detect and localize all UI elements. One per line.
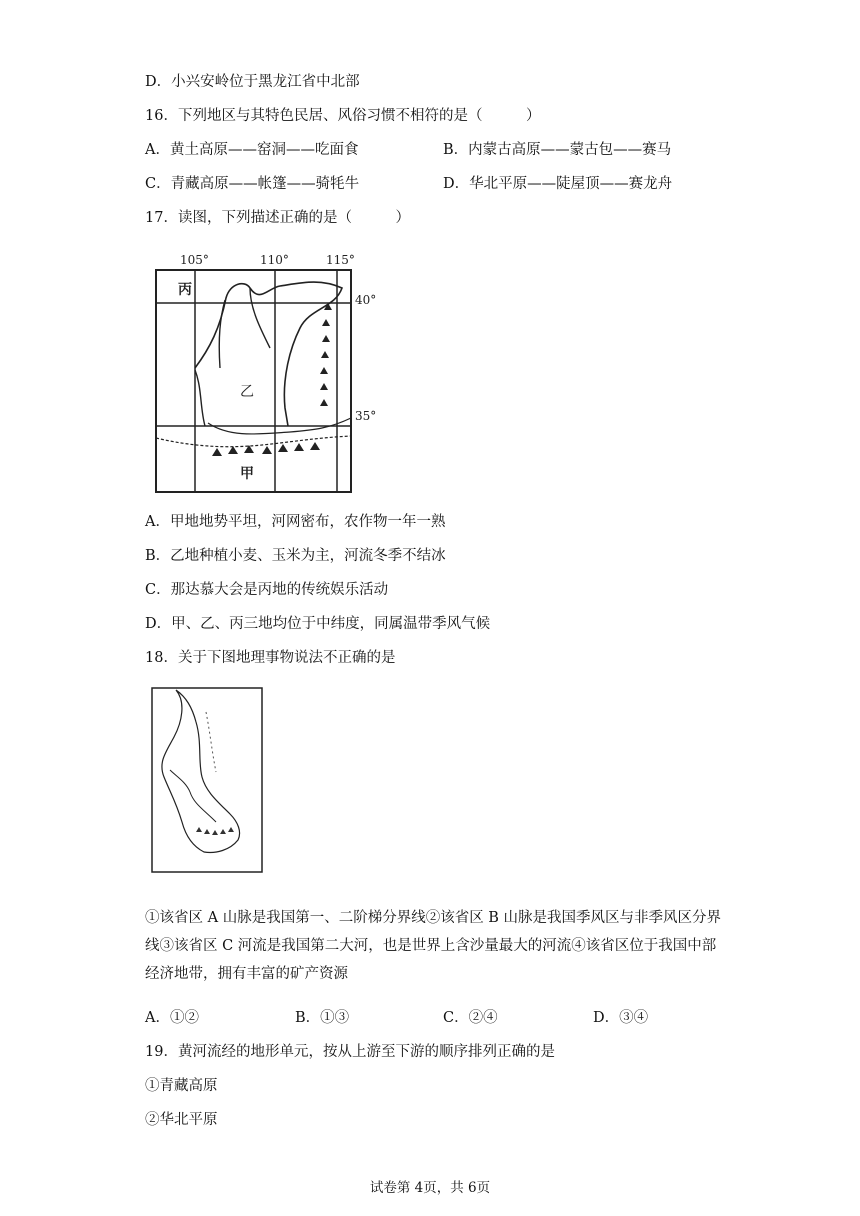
region-label-jia: 甲 [240,466,254,482]
q16-option-d: D．华北平原——陡屋顶——赛龙舟 [443,176,673,192]
q19-stem: 19．黄河流经的地形单元，按从上游至下游的顺序排列正确的是 [145,1044,555,1060]
q18-option-b: B．①③ [295,1010,350,1026]
mountains-q18 [196,827,234,835]
q18-statements: ①该省区 A 山脉是我国第一、二阶梯分界线②该省区 B 山脉是我国季风区与非季风区分界线③该省区 C 河流是我国第二大河，也是世界上含沙量最大的河流④该省区位于我国中部经济地带，拥有丰富的矿产资源 [145,910,722,982]
q17-stem: 17．读图，下列描述正确的是（ ） [145,210,410,226]
lon-label-110: 110° [260,253,289,267]
lon-label-115: 115° [326,253,355,267]
map-frame-q18 [152,688,262,872]
region-label-yi: 乙 [240,384,254,400]
q17-option-b: B．乙地种植小麦、玉米为主，河流冬季不结冰 [145,548,446,564]
q17-option-a: A．甲地地势平坦，河网密布，农作物一年一熟 [145,514,446,530]
lon-label-105: 105° [180,253,209,267]
q16-option-c: C．青藏高原——帐篷——骑牦牛 [145,176,360,192]
q18-option-a: A．①② [145,1010,199,1026]
q19-item-1: ①青藏高原 [145,1078,218,1094]
q18-stem: 18．关于下图地理事物说法不正确的是 [145,650,396,666]
q17-map [150,248,390,496]
q18-map [146,682,268,878]
lat-label-35: 35° [355,409,377,423]
river-line-q18 [170,770,216,822]
mountain-chain-ns [320,303,332,406]
q19-item-2: ②华北平原 [145,1112,218,1128]
page-footer: 试卷第 4页，共 6页 [369,1180,491,1196]
region-label-bing: 丙 [178,282,192,298]
q17-option-d: D．甲、乙、丙三地均位于中纬度，同属温带季风气候 [145,616,491,632]
province-outline [162,690,240,853]
q17-option-c: C．那达慕大会是丙地的传统娱乐活动 [145,582,389,598]
q16-option-a: A．黄土高原——窑洞——吃面食 [145,142,359,158]
lat-label-40: 40° [355,293,377,307]
q15-option-d: D．小兴安岭位于黑龙江省中北部 [145,74,360,90]
q18-option-d: D．③④ [593,1010,649,1026]
q16-option-b: B．内蒙古高原——蒙古包——赛马 [443,142,672,158]
q16-stem: 16．下列地区与其特色民居、风俗习惯不相符的是（ ） [145,108,541,124]
q18-option-c: C．②④ [443,1010,498,1026]
